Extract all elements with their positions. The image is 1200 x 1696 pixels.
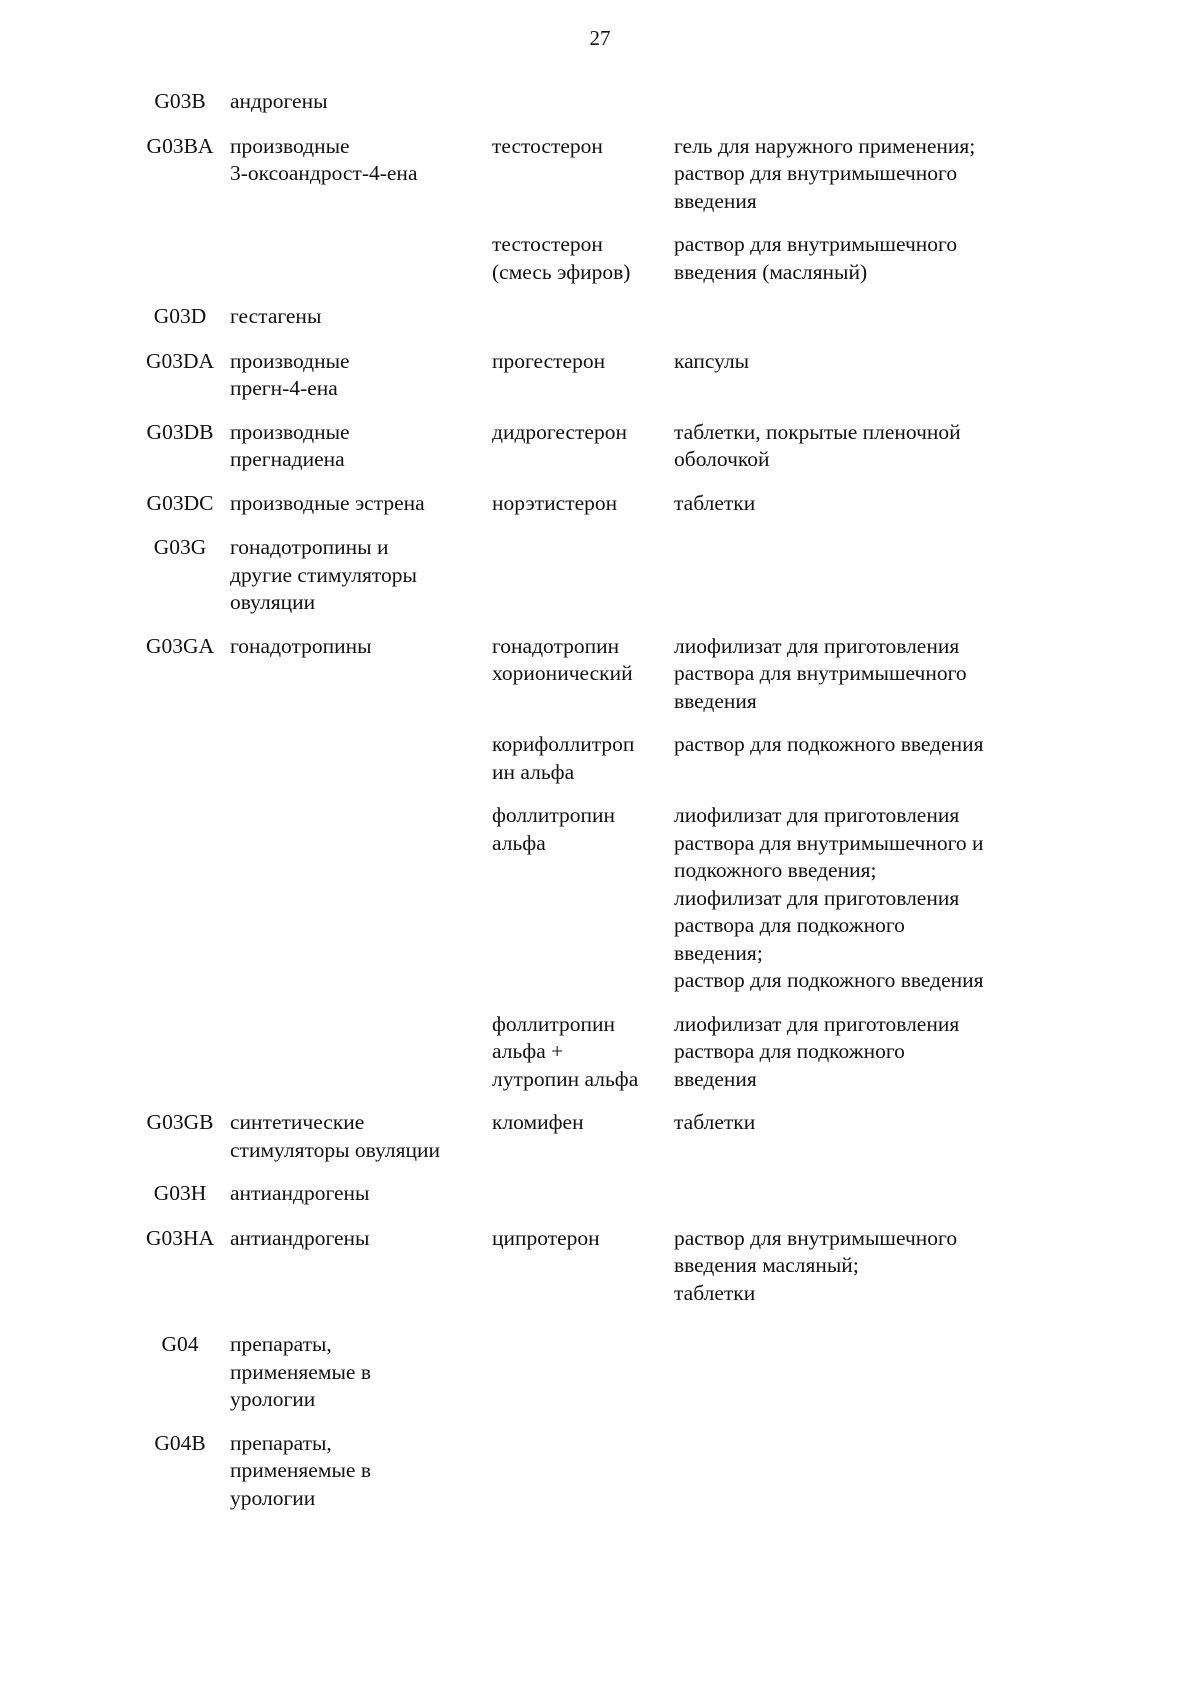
group-name: антиандрогены: [230, 1181, 370, 1205]
dosage-form: лиофилизат для приготовления раствора для внутримышечного и подкожного введения; лиофилизат для приготовления раствора для подкожного введения; раствор для подкожного введения: [674, 803, 984, 992]
atc-code: G03DB: [146, 419, 214, 444]
atc-code: G03GA: [145, 633, 215, 658]
table-row: [130, 731, 1070, 786]
drug-classification-table: [130, 88, 1070, 1512]
drug-name: дидрогестерон: [492, 419, 627, 444]
atc-code: G03GB: [146, 1110, 214, 1134]
drug-name: кломифен: [492, 1110, 584, 1134]
group-name: андрогены: [230, 89, 328, 113]
table-row: [130, 1109, 1070, 1164]
drug-name: ципротерон: [492, 1225, 600, 1250]
page-number: 27: [589, 26, 611, 50]
drug-name: фоллитропин альфа + лутропин альфа: [492, 1011, 639, 1091]
atc-code: G03DC: [146, 490, 214, 515]
dosage-form: раствор для внутримышечного введения (масляный): [674, 232, 958, 284]
table-row: [130, 1180, 1070, 1208]
table-row: [130, 1430, 1070, 1513]
atc-code: G04B: [154, 1430, 206, 1455]
atc-code: G03H: [153, 1181, 207, 1205]
drug-name: тестостерон (смесь эфиров): [492, 232, 631, 284]
drug-name: фоллитропин альфа: [492, 803, 616, 855]
table-row: [130, 133, 1070, 216]
group-name: производные 3-оксоандрост-4-ена: [230, 133, 418, 185]
dosage-form: таблетки, покрытые пленочной оболочкой: [674, 419, 961, 471]
drug-name: прогестерон: [492, 348, 606, 373]
dosage-form: раствор для внутримышечного введения масляный; таблетки: [674, 1225, 958, 1305]
group-name: препараты, применяемые в урологии: [230, 1430, 371, 1510]
atc-code: G04: [161, 1332, 199, 1356]
group-name: гонадотропины и другие стимуляторы овуляции: [230, 535, 417, 614]
table-row: [130, 348, 1070, 403]
table-row: [130, 802, 1070, 995]
drug-name: норэтистерон: [492, 490, 618, 515]
table-row: [130, 1011, 1070, 1094]
drug-name: гонадотропин хорионический: [492, 633, 633, 685]
table-row: [130, 303, 1070, 331]
table-row: [130, 1331, 1070, 1414]
group-name: производные эстрена: [230, 490, 425, 515]
table-row: [130, 231, 1070, 286]
atc-code: G03DA: [145, 348, 215, 373]
group-name: производные прегнадиена: [230, 419, 350, 471]
table-row: [130, 490, 1070, 518]
dosage-form: таблетки: [674, 1110, 756, 1134]
dosage-form: раствор для подкожного введения: [674, 732, 984, 756]
drug-name: корифоллитроп ин альфа: [492, 732, 635, 784]
table-row: [130, 534, 1070, 617]
group-name: гестагены: [230, 304, 322, 328]
atc-code: G03BA: [146, 133, 214, 158]
atc-code: G03HA: [145, 1225, 215, 1250]
dosage-form: капсулы: [674, 348, 750, 373]
group-name: гонадотропины: [230, 633, 372, 658]
group-name: антиандрогены: [230, 1225, 370, 1250]
dosage-form: лиофилизат для приготовления раствора для внутримышечного введения: [674, 633, 967, 713]
dosage-form: лиофилизат для приготовления раствора для подкожного введения: [674, 1011, 960, 1091]
atc-code: G03D: [153, 304, 207, 328]
drug-name: тестостерон: [492, 133, 603, 158]
table-row: [130, 1225, 1070, 1308]
atc-code: G03G: [153, 535, 207, 559]
table-row: [130, 88, 1070, 116]
group-name: синтетические стимуляторы овуляции: [230, 1110, 441, 1162]
table-row: [130, 419, 1070, 474]
atc-code: G03B: [154, 89, 206, 113]
group-name: препараты, применяемые в урологии: [230, 1332, 371, 1411]
dosage-form: гель для наружного применения; раствор для внутримышечного введения: [674, 133, 976, 213]
group-name: производные прегн-4-ена: [230, 348, 350, 400]
table-row: [130, 633, 1070, 716]
dosage-form: таблетки: [674, 490, 756, 515]
